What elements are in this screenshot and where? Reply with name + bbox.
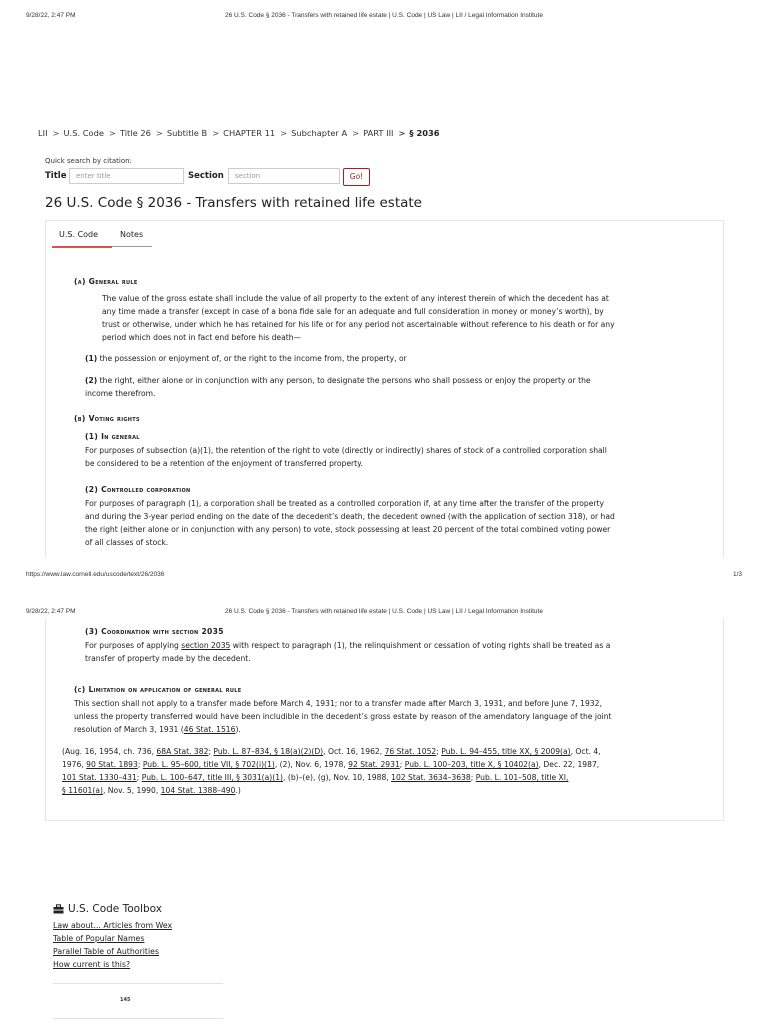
subsection-c-number: (c) <box>74 685 86 694</box>
subsection-a-number: (a) <box>74 277 86 286</box>
text-fragment: ; <box>137 760 143 769</box>
breadcrumb-separator: > <box>280 128 288 138</box>
toolbox-icon <box>53 904 64 914</box>
paragraph-b1-title: In general <box>101 432 140 441</box>
text-line: The value of the gross estate shall include the value of all property to the extent of any interest therein of which the decedent has at <box>102 294 609 303</box>
citation-link[interactable]: 76 Stat. 1052 <box>384 747 437 756</box>
source-credits-line <box>62 758 601 771</box>
citation-link[interactable]: Pub. L. 101–508, title XI, <box>475 773 569 782</box>
page-title: 26 U.S. Code § 2036 - Transfers with retained life estate <box>45 195 422 211</box>
breadcrumb-part-iii[interactable]: PART III <box>363 128 394 138</box>
breadcrumb-subtitle-b[interactable]: Subtitle B <box>166 128 208 138</box>
breadcrumb-separator: > <box>155 128 163 138</box>
paragraph-b2-text <box>85 497 615 549</box>
text-fragment: ; <box>436 747 442 756</box>
paragraph-b1-text <box>85 444 607 470</box>
text-fragment: .) <box>235 786 241 795</box>
source-credits <box>62 745 601 797</box>
text-line: For purposes of paragraph (1), a corporation shall be treated as a controlled corporation if, at any time after the transfer of the property <box>85 499 604 508</box>
tab-us-code[interactable]: U.S. Code <box>59 230 99 239</box>
paragraph-a2 <box>85 374 591 400</box>
title-input[interactable]: enter title <box>69 168 184 184</box>
print-page-title: 26 U.S. Code § 2036 - Transfers with retained life estate | U.S. Code | US Law | LII / Legal Information Institute <box>225 12 543 19</box>
paragraph-b3-title: Coordination with section 2035 <box>101 627 224 636</box>
toolbox-divider <box>53 1018 223 1019</box>
quick-search-label: Quick search by citation: <box>45 157 132 165</box>
breadcrumb <box>38 128 440 138</box>
print-page-title: 26 U.S. Code § 2036 - Transfers with retained life estate | U.S. Code | US Law | LII / Legal Information Institute <box>225 608 543 615</box>
breadcrumb-us-code[interactable]: U.S. Code <box>63 128 104 138</box>
citation-link[interactable]: § 11601(a) <box>62 786 103 795</box>
subsection-c-heading <box>74 685 241 694</box>
source-credits-line <box>62 745 601 758</box>
toolbox-heading <box>53 903 162 915</box>
paragraph-b3-text <box>85 639 610 665</box>
title-field-label: Title <box>45 171 67 181</box>
text-line: any time made a transfer (except in case of a bona fide sale for an adequate and full consideration in money or money’s worth), by <box>102 307 604 316</box>
breadcrumb-current-section: § 2036 <box>409 128 440 138</box>
toolbox-divider <box>53 983 223 984</box>
how-current-link[interactable]: How current is this? <box>53 960 131 969</box>
text-fragment: ). <box>235 725 241 734</box>
tab-strip <box>45 220 724 248</box>
paragraph-b3-heading <box>85 627 224 636</box>
text-line: For purposes of subsection (a)(1), the retention of the right to vote (directly or indirectly) shares of stock of a controlled corporation shall <box>85 446 607 455</box>
citation-link[interactable]: 90 Stat. 1893 <box>86 760 138 769</box>
text-line: transfer of property made by the decedent. <box>85 654 251 663</box>
text-line: unless the property transferred would have been includible in the decedent’s gross estate by reason of the amendatory language of the joint <box>74 712 612 721</box>
citation-link[interactable]: Pub. L. 95–600, title VII, § 702(i)(1) <box>142 760 275 769</box>
subsection-a-title: General rule <box>88 277 138 286</box>
text-fragment: ; <box>399 760 405 769</box>
print-page-number: 1/3 <box>732 571 742 578</box>
breadcrumb-separator: > <box>352 128 360 138</box>
text-fragment: ; <box>208 747 214 756</box>
citation-link[interactable]: 104 Stat. 1388–490 <box>160 786 236 795</box>
citation-link[interactable]: 102 Stat. 3634–3638 <box>391 773 471 782</box>
tab-divider <box>112 246 152 247</box>
text-fragment: ; <box>136 773 142 782</box>
breadcrumb-separator: > <box>398 128 406 138</box>
print-datetime: 9/28/22, 2:47 PM <box>26 12 76 19</box>
citation-link[interactable]: Pub. L. 100–647, title III, § 3031(a)(1) <box>141 773 284 782</box>
popular-names-link[interactable]: Table of Popular Names <box>53 934 145 943</box>
paragraph-a1-text: the possession or enjoyment of, or the right to the income from, the property, or <box>99 354 407 363</box>
citation-link[interactable]: Pub. L. 87–834, § 18(a)(2)(D) <box>213 747 324 756</box>
text-line: income therefrom. <box>85 389 156 398</box>
text-fragment: , Oct. 4, <box>570 747 601 756</box>
paragraph-a2-number: (2) <box>85 376 98 385</box>
paragraph-b2-number: (2) <box>85 485 99 494</box>
citation-link[interactable]: 101 Stat. 1330–431 <box>62 773 137 782</box>
citation-link[interactable]: Pub. L. 100–203, title X, § 10402(a) <box>404 760 539 769</box>
text-fragment: ; <box>470 773 476 782</box>
subsection-b-number: (b) <box>74 414 86 423</box>
paragraph-b2-title: Controlled corporation <box>101 485 191 494</box>
text-line: trust or otherwise, under which he has retained for his life or for any period not ascertainable without reference to his death or for any <box>102 320 615 329</box>
text-fragment: For purposes of applying <box>85 641 182 650</box>
text-fragment: resolution of March 3, 1931 ( <box>74 725 184 734</box>
paragraph-b3-number: (3) <box>85 627 99 636</box>
subsection-a-text <box>102 292 702 344</box>
text-line: of all classes of stock. <box>85 538 169 547</box>
stat-link[interactable]: 46 Stat. 1516 <box>183 725 236 734</box>
text-line: This section shall not apply to a transfer made before March 4, 1931; nor to a transfer made after March 3, 1931, and before June 7, 1932, <box>74 699 602 708</box>
go-button[interactable]: Go! <box>343 168 370 186</box>
source-credits-line <box>62 784 601 797</box>
print-url: https://www.law.cornell.edu/uscode/text/26/2036 <box>26 571 165 578</box>
source-credits-line <box>62 771 601 784</box>
text-line: and during the 3-year period ending on the date of the decedent’s death, the decedent owned (with the application of section 318), or had <box>85 512 615 521</box>
text-fragment: , (b)–(e), (g), Nov. 10, 1988, <box>283 773 392 782</box>
breadcrumb-chapter-11[interactable]: CHAPTER 11 <box>223 128 276 138</box>
text-fragment: (Aug. 16, 1954, ch. 736, <box>62 747 157 756</box>
breadcrumb-subchapter-a[interactable]: Subchapter A <box>291 128 348 138</box>
citation-link[interactable]: 92 Stat. 2931 <box>348 760 400 769</box>
section-field-label: Section <box>188 171 224 181</box>
text-line: be considered to be a retention of the enjoyment of transferred property. <box>85 459 363 468</box>
tab-notes[interactable]: Notes <box>120 230 144 239</box>
section-input[interactable]: section <box>228 168 340 184</box>
text-line: the right, either alone or in conjunction with any person, to designate the persons who shall possess or enjoy the property or the <box>99 376 591 385</box>
subsection-c-title: Limitation on application of general rule <box>88 685 242 694</box>
citation-link[interactable]: 68A Stat. 382 <box>156 747 209 756</box>
breadcrumb-separator: > <box>52 128 60 138</box>
subsection-b-heading <box>74 414 140 423</box>
breadcrumb-separator: > <box>212 128 220 138</box>
text-line: period which does not in fact end before his death— <box>102 333 302 342</box>
citation-link[interactable]: Pub. L. 94–455, title XX, § 2009(a) <box>441 747 571 756</box>
text-fragment: , Dec. 22, 1987, <box>538 760 600 769</box>
breadcrumb-lii[interactable]: LII <box>38 128 48 138</box>
section-2035-link[interactable]: section 2035 <box>181 641 231 650</box>
text-fragment: with respect to paragraph (1), the relinquishment or cessation of voting rights shall be treated as a <box>230 641 611 650</box>
wex-articles-link[interactable]: Law about... Articles from Wex <box>53 921 173 930</box>
text-fragment: 1976, <box>62 760 87 769</box>
paragraph-b1-number: (1) <box>85 432 99 441</box>
breadcrumb-title-26[interactable]: Title 26 <box>119 128 151 138</box>
parallel-table-link[interactable]: Parallel Table of Authorities <box>53 947 160 956</box>
print-datetime: 9/28/22, 2:47 PM <box>26 608 76 615</box>
text-line: the right (either alone or in conjunction with any person) to vote, stock possessing at least 20 percent of the total combined voting power <box>85 525 611 534</box>
paragraph-b2-heading <box>85 485 191 494</box>
toolbox-title: U.S. Code Toolbox <box>68 903 162 915</box>
text-fragment: , (2), Nov. 6, 1978, <box>274 760 349 769</box>
text-fragment: , Nov. 5, 1990, <box>102 786 161 795</box>
breadcrumb-separator: > <box>108 128 116 138</box>
paragraph-b1-heading <box>85 432 140 441</box>
paragraph-a1-number: (1) <box>85 354 98 363</box>
share-count: 145 <box>120 997 131 1003</box>
text-fragment: , Oct. 16, 1962, <box>323 747 385 756</box>
subsection-c-text <box>74 697 612 736</box>
paragraph-a1 <box>85 352 407 365</box>
subsection-b-title: Voting rights <box>88 414 140 423</box>
subsection-a-heading <box>74 277 138 286</box>
